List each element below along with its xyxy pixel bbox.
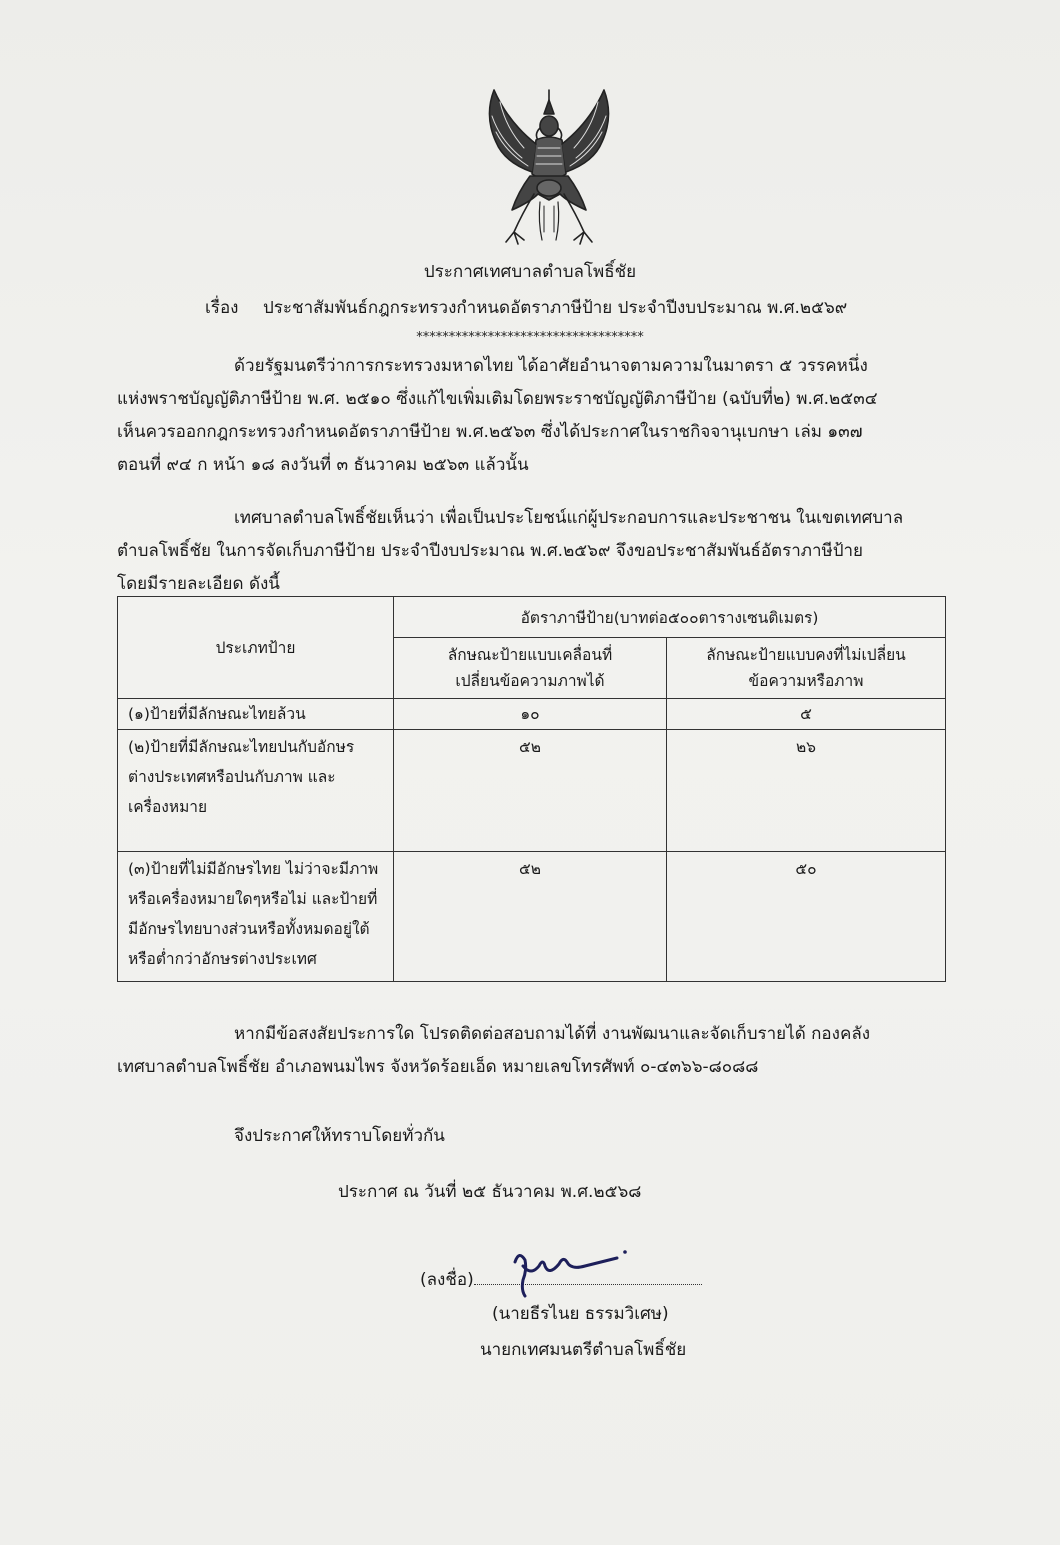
paragraph-line: ตำบลโพธิ์ชัย ในการจัดเก็บภาษีป้าย ประจำปีงบประมาณ พ.ศ.๒๕๖๙ จึงขอประชาสัมพันธ์อัตราภาษีป้าย <box>117 541 863 561</box>
handwritten-signature <box>505 1240 635 1298</box>
sign-type-line: (๓)ป้ายที่ไม่มีอักษรไทย ไม่ว่าจะมีภาพ <box>128 860 379 878</box>
moving-rate-cell: ๕๒ <box>394 730 667 852</box>
fixed-rate-cell: ๕๐ <box>667 852 946 982</box>
signer-position: นายกเทศมนตรีตำบลโพธิ์ชัย <box>480 1340 687 1360</box>
header-line: ลักษณะป้ายแบบเคลื่อนที่ <box>447 646 613 664</box>
header-line: เปลี่ยนข้อความภาพได้ <box>455 672 605 690</box>
sign-type-cell <box>118 699 394 730</box>
document-title: ประกาศเทศบาลตำบลโพธิ์ชัย <box>423 262 637 282</box>
paragraph-line: เห็นควรออกกฎกระทรวงกำหนดอัตราภาษีป้าย พ.ศ.๒๕๖๓ ซึ่งได้ประกาศในราชกิจจานุเบกษา เล่ม ๑๓๗ <box>117 422 863 442</box>
paragraph-line: เทศบาลตำบลโพธิ์ชัยเห็นว่า เพื่อเป็นประโยชน์แก่ผู้ประกอบการและประชาชน ในเขตเทศบาล <box>234 508 904 528</box>
closing-statement: จึงประกาศให้ทราบโดยทั่วกัน <box>234 1126 445 1146</box>
subject-label: เรื่อง <box>205 298 239 318</box>
sign-type-line: (๒)ป้ายที่มีลักษณะไทยปนกับอักษร <box>128 738 355 756</box>
header-rate: อัตราภาษีป้าย(บาทต่อ๕๐๐ตารางเซนติเมตร) <box>394 597 946 638</box>
moving-rate-cell: ๕๒ <box>394 852 667 982</box>
paragraph-line: เทศบาลตำบลโพธิ์ชัย อำเภอพนมไพร จังหวัดร้อยเอ็ด หมายเลขโทรศัพท์ ๐-๔๓๖๖-๘๐๘๘ <box>117 1057 759 1077</box>
header-line: ลักษณะป้ายแบบคงที่ไม่เปลี่ยน <box>706 646 906 664</box>
announce-date: ประกาศ ณ วันที่ ๒๕ ธันวาคม พ.ศ.๒๕๖๘ <box>338 1182 642 1202</box>
garuda-emblem-icon <box>478 82 620 250</box>
header-moving-sign <box>394 638 667 699</box>
tax-rate-table <box>117 596 946 982</box>
separator-line: *********************************** <box>416 330 644 345</box>
sign-type-cell <box>118 730 394 852</box>
fixed-rate-cell: ๒๖ <box>667 730 946 852</box>
paragraph-line: แห่งพราชบัญญัติภาษีป้าย พ.ศ. ๒๕๑๐ ซึ่งแก้ไขเพิ่มเติมโดยพระราชบัญญัติภาษีป้าย (ฉบับที่๒) พ.ศ.๒๕๓๔ <box>117 389 878 409</box>
paragraph-line: ตอนที่ ๙๔ ก หน้า ๑๘ ลงวันที่ ๓ ธันวาคม ๒๕๖๓ แล้วนั้น <box>117 455 529 475</box>
table-row <box>118 852 946 982</box>
subject-text: ประชาสัมพันธ์กฎกระทรวงกำหนดอัตราภาษีป้าย ประจำปีงบประมาณ พ.ศ.๒๕๖๙ <box>263 298 848 318</box>
paragraph-1 <box>117 350 947 482</box>
sign-type-line: ต่างประเทศหรือปนกับภาพ และ <box>128 768 336 786</box>
sign-type-line: หรือต่ำกว่าอักษรต่างประเทศ <box>128 950 317 968</box>
signer-name: (นายธีรไนย ธรรมวิเศษ) <box>492 1304 669 1324</box>
header-fixed-sign <box>667 638 946 699</box>
sign-type-line: มีอักษรไทยบางส่วนหรือทั้งหมดอยู่ใต้ <box>128 920 370 938</box>
sign-type-line: เครื่องหมาย <box>128 798 208 816</box>
table-row <box>118 699 946 730</box>
paragraph-line: โดยมีรายละเอียด ดังนี้ <box>117 574 280 594</box>
header-sign-type: ประเภทป้าย <box>118 597 394 699</box>
paragraph-line: ด้วยรัฐมนตรีว่าการกระทรวงมหาดไทย ได้อาศัยอำนาจตามความในมาตรา ๕ วรรคหนึ่ง <box>234 356 868 376</box>
paragraph-2 <box>117 502 947 601</box>
paragraph-line: หากมีข้อสงสัยประการใด โปรดติดต่อสอบถามได้ที่ งานพัฒนาและจัดเก็บรายได้ กองคลัง <box>234 1024 871 1044</box>
sign-label: (ลงชื่อ) <box>420 1270 474 1290</box>
paragraph-3 <box>117 1018 947 1084</box>
fixed-rate-cell: ๕ <box>667 699 946 730</box>
sign-type-line: (๑)ป้ายที่มีลักษณะไทยล้วน <box>128 705 306 723</box>
header-line: ข้อความหรือภาพ <box>748 672 864 690</box>
sign-type-cell <box>118 852 394 982</box>
table-row <box>118 730 946 852</box>
sign-type-line: หรือเครื่องหมายใดๆหรือไม่ และป้ายที่ <box>128 890 378 908</box>
moving-rate-cell: ๑๐ <box>394 699 667 730</box>
